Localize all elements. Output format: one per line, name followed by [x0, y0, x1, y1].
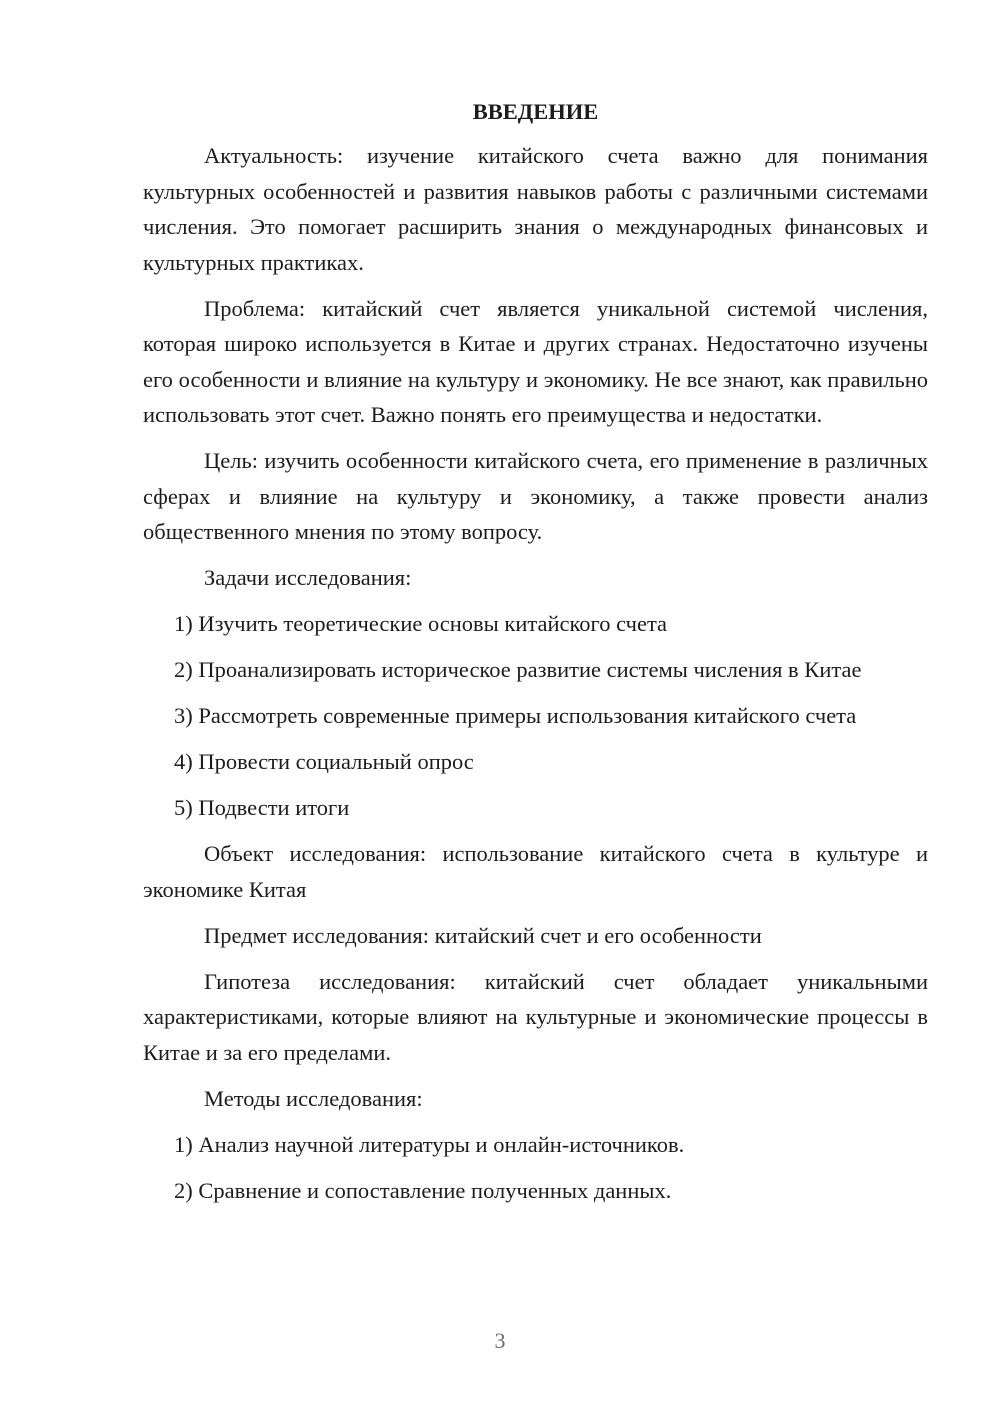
method-list-item: 1) Анализ научной литературы и онлайн-источников.	[174, 1131, 685, 1157]
page-title: ВВЕДЕНИЕ	[472, 99, 599, 124]
task-list-item: 5) Подвести итоги	[174, 795, 350, 820]
paragraph-tasks-heading: Задачи исследования:	[204, 565, 412, 590]
page-number: 3	[494, 1328, 506, 1353]
paragraph-problem: Проблема: китайский счет является уникальной системой числения, которая широко используется в Китае и других странах. Недостаточно изучены его особенности и влияние на культуру и экономику. Не все знают, как правильно использовать этот счет. Важно понять его преимущества и недостатки.	[143, 295, 928, 427]
paragraph-methods-heading: Методы исследования:	[204, 1085, 423, 1111]
task-list-item: 4) Провести социальный опрос	[174, 749, 474, 774]
task-list-item: 2) Проанализировать историческое развитие системы числения в Китае	[174, 657, 862, 682]
task-list-item: 3) Рассмотреть современные примеры использования китайского счета	[174, 703, 857, 728]
paragraph-hypothesis: Гипотеза исследования: китайский счет обладает уникальными характеристиками, которые влияют на культурные и экономические процессы в Китае и за его пределами.	[143, 968, 928, 1065]
paragraph-subject: Предмет исследования: китайский счет и его особенности	[204, 922, 762, 948]
page-content	[143, 94, 928, 1219]
task-list-item: 1) Изучить теоретические основы китайского счета	[174, 611, 668, 636]
paragraph-relevance: Актуальность: изучение китайского счета важно для понимания культурных особенностей и развития навыков работы с различными системами числения. Это помогает расширить знания о международных финансовых и культурных практиках.	[143, 143, 928, 275]
method-list-item: 2) Сравнение и сопоставление полученных данных.	[174, 1177, 672, 1203]
paragraph-goal: Цель: изучить особенности китайского счета, его применение в различных сферах и влияние на культуру и экономику, а также провести анализ общественного мнения по этому вопросу.	[143, 448, 928, 544]
paragraph-object: Объект исследования: использование китайского счета в культуре и экономике Китая	[143, 841, 928, 902]
